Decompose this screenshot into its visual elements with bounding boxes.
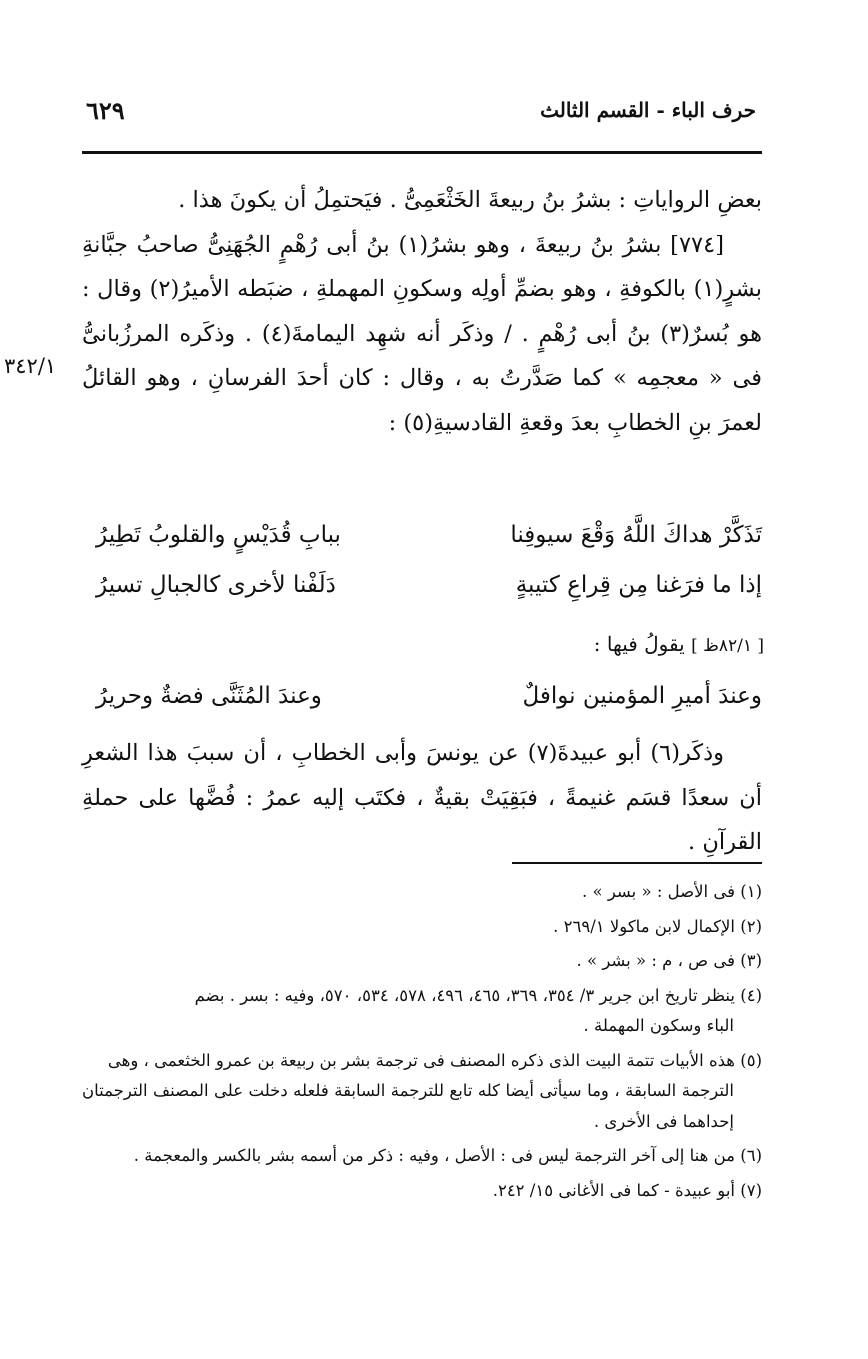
verse-1-second-hemistich: ببابِ قُدَيْسٍ والقلوبُ تَطِيرُ — [96, 522, 341, 548]
verse-2-second-hemistich: دَلَفْنا لأخرى كالجبالِ تسيرُ — [96, 572, 336, 598]
verse-3-second-hemistich: وعندَ المُثَنَّى فضةٌ وحريرُ — [96, 683, 322, 709]
main-text-continued — [82, 731, 762, 865]
paragraph-abu-ubayda: وذكَر(٦) أبو عبيدةَ(٧) عن يونسَ وأبى الخطابِ ، أن سببَ هذا الشعرِ أن سعدًا قسَم غنيمةً ، فبَقِيَتْ بقيةٌ ، فكتَب إليه عمرُ : فُضَّها على حملةِ القرآنِ . — [82, 740, 762, 855]
footnote-1 — [82, 877, 762, 908]
verse-intro — [594, 632, 764, 656]
footnote-6 — [82, 1141, 762, 1172]
footnote-5-text: (٥) هذه الأبيات تتمة البيت الذى ذكره المصنف فى ترجمة بشر بن ربيعة بن عمرو الخثعمى ، وهى — [107, 1050, 762, 1070]
verse-1-first-hemistich: تَذَكَّرْ هداكَ اللَّهُ وَقْعَ سيوفِنا — [510, 522, 762, 548]
margin-reference: ٣٤٢/١ — [4, 354, 57, 378]
footnote-4 — [82, 981, 762, 1042]
verse-line-1 — [82, 522, 762, 566]
footnote-1-text: (١) فى الأصل : « بسر » . — [581, 882, 762, 901]
verse-intro-text: يقولُ فيها : — [593, 632, 685, 656]
footnote-7 — [82, 1176, 762, 1207]
running-title: حرف الباء - القسم الثالث — [540, 98, 756, 122]
page-number: ٦٢٩ — [86, 96, 125, 125]
manuscript-folio-tag: [ ٨٢/١ظ ] — [691, 636, 764, 656]
paragraph-entry-774: [٧٧٤] بشرُ بنُ ربيعةَ ، وهو بشرُ(١) بنُ أبى رُهْمٍ الجُهَنِىُّ صاحبُ جبَّانةِ بشرٍ(١) بالكوفةِ ، وهو بضمِّ أولِه وسكونِ المهملةِ ، ضبَطه الأميرُ(٢) وقال : هو بُسرٌ(٣) بنُ أبى رُهْمٍ . / وذكَر أنه شهِد اليمامةَ(٤) . وذكَره المرزُبانىُّ فى « معجمِه » كما صَدَّرتُ به ، وقال : كان أحدَ الفرسانِ ، وهو القائلُ لعمرَ بنِ الخطابِ بعدَ وقعةِ القادسيةِ(٥) : — [82, 231, 762, 436]
footnote-2 — [82, 912, 762, 943]
verse-line-3 — [82, 683, 762, 727]
verse-2-first-hemistich: إذا ما فرَغنا مِن قِراعِ كتيبةٍ — [515, 572, 762, 598]
footnote-3 — [82, 946, 762, 977]
main-text — [82, 178, 762, 445]
verse-line-2 — [82, 572, 762, 616]
footnote-7-text: (٧) أبو عبيدة - كما فى الأغانى ١٥/ ٢٤٢. — [492, 1180, 762, 1200]
footnote-rule — [512, 862, 762, 864]
paragraph-1: بعضِ الرواياتِ : بشرُ بنُ ربيعةَ الخَثْعَمِىُّ . فيَحتمِلُ أن يكونَ هذا . — [178, 187, 762, 213]
footnote-2-text: (٢) الإكمال لابن ماكولا ٢٦٩/١ . — [553, 916, 762, 936]
header-rule — [82, 151, 762, 154]
footnote-3-text: (٣) فى ص ، م : « بشر » . — [576, 951, 762, 970]
footnote-6-text: (٦) من هنا إلى آخر الترجمة ليس فى : الأصل ، وفيه : ذكر من أسمه بشر بالكسر والمعجمة . — [133, 1146, 762, 1165]
footnote-4-text: (٤) ينظر تاريخ ابن جرير ٣/ ٣٥٤، ٣٦٩، ٤٦٥، ٤٩٦، ٥٧٨، ٥٣٤، ٥٧٠، وفيه : بسر . بضم — [194, 985, 762, 1005]
footnote-5-continuation: الترجمة السابقة ، وما سيأتى أيضا كله تابع للترجمة السابقة فلعله دخلت على المصنف الترجمتان إحداهما فى الأخرى . — [82, 1081, 734, 1131]
verse-3-first-hemistich: وعندَ أميرِ المؤمنين نوافلٌ — [522, 683, 762, 709]
footnote-4-continuation: الباء وسكون المهملة . — [583, 1016, 734, 1035]
footnotes — [82, 877, 762, 1210]
footnote-5 — [82, 1046, 762, 1138]
